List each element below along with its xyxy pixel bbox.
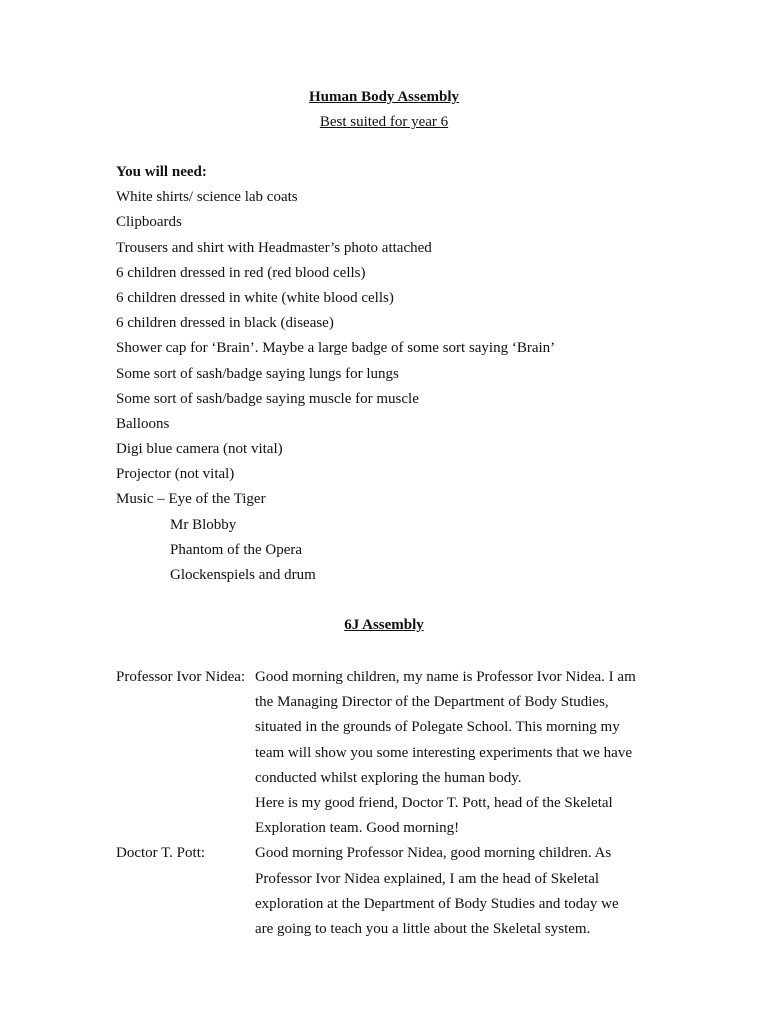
speech-line: Here is my good friend, Doctor T. Pott, head of the Skeletal bbox=[255, 794, 613, 811]
list-item: 6 children dressed in white (white blood cells) bbox=[116, 289, 394, 306]
list-item: 6 children dressed in red (red blood cells) bbox=[116, 264, 366, 281]
speech-text bbox=[255, 665, 676, 841]
requirements-list bbox=[116, 162, 716, 590]
speech-line: the Managing Director of the Department of Body Studies, bbox=[255, 694, 609, 711]
speech-line: exploration at the Department of Body Studies and today we bbox=[255, 895, 619, 912]
list-item: Shower cap for ‘Brain’. Maybe a large badge of some sort saying ‘Brain’ bbox=[116, 340, 556, 357]
speech-line: conducted whilst exploring the human body. bbox=[255, 769, 522, 786]
music-item: Mr Blobby bbox=[170, 516, 237, 533]
list-item: Balloons bbox=[116, 415, 170, 432]
list-item: Projector (not vital) bbox=[116, 466, 235, 483]
document-title: Human Body Assembly bbox=[308, 89, 460, 105]
list-item: Some sort of sash/badge saying muscle for muscle bbox=[116, 390, 419, 407]
speaker-name: Professor Ivor Nidea: bbox=[116, 669, 246, 685]
dialogue-entry bbox=[116, 841, 676, 942]
speech-line: Good morning children, my name is Professor Ivor Nidea. I am bbox=[255, 669, 636, 685]
list-item: Clipboards bbox=[116, 214, 182, 231]
list-item: Digi blue camera (not vital) bbox=[116, 441, 283, 458]
speech-line: team will show you some interesting experiments that we have bbox=[255, 744, 632, 761]
speech-line: Good morning Professor Nidea, good morning children. As bbox=[255, 845, 612, 862]
script-body bbox=[116, 665, 676, 942]
document-subtitle: Best suited for year 6 bbox=[319, 114, 449, 130]
speech-line: situated in the grounds of Polegate School. This morning my bbox=[255, 719, 620, 736]
music-item: Glockenspiels and drum bbox=[170, 567, 316, 583]
requirements-heading: You will need: bbox=[116, 164, 207, 180]
list-item: Trousers and shirt with Headmaster’s photo attached bbox=[116, 239, 432, 256]
speech-line: Exploration team. Good morning! bbox=[255, 820, 460, 837]
speaker-name: Doctor T. Pott: bbox=[116, 845, 206, 862]
music-item: Music – Eye of the Tiger bbox=[116, 491, 266, 508]
speech-line: are going to teach you a little about the Skeletal system. bbox=[255, 920, 591, 937]
script-title: 6J Assembly bbox=[344, 617, 424, 633]
list-item: 6 children dressed in black (disease) bbox=[116, 315, 334, 332]
speech-text bbox=[255, 841, 676, 942]
speech-line: Professor Ivor Nidea explained, I am the head of Skeletal bbox=[255, 870, 600, 887]
music-item: Phantom of the Opera bbox=[170, 541, 303, 558]
list-item: White shirts/ science lab coats bbox=[116, 189, 298, 206]
dialogue-entry bbox=[116, 665, 676, 841]
list-item: Some sort of sash/badge saying lungs for lungs bbox=[116, 365, 399, 382]
